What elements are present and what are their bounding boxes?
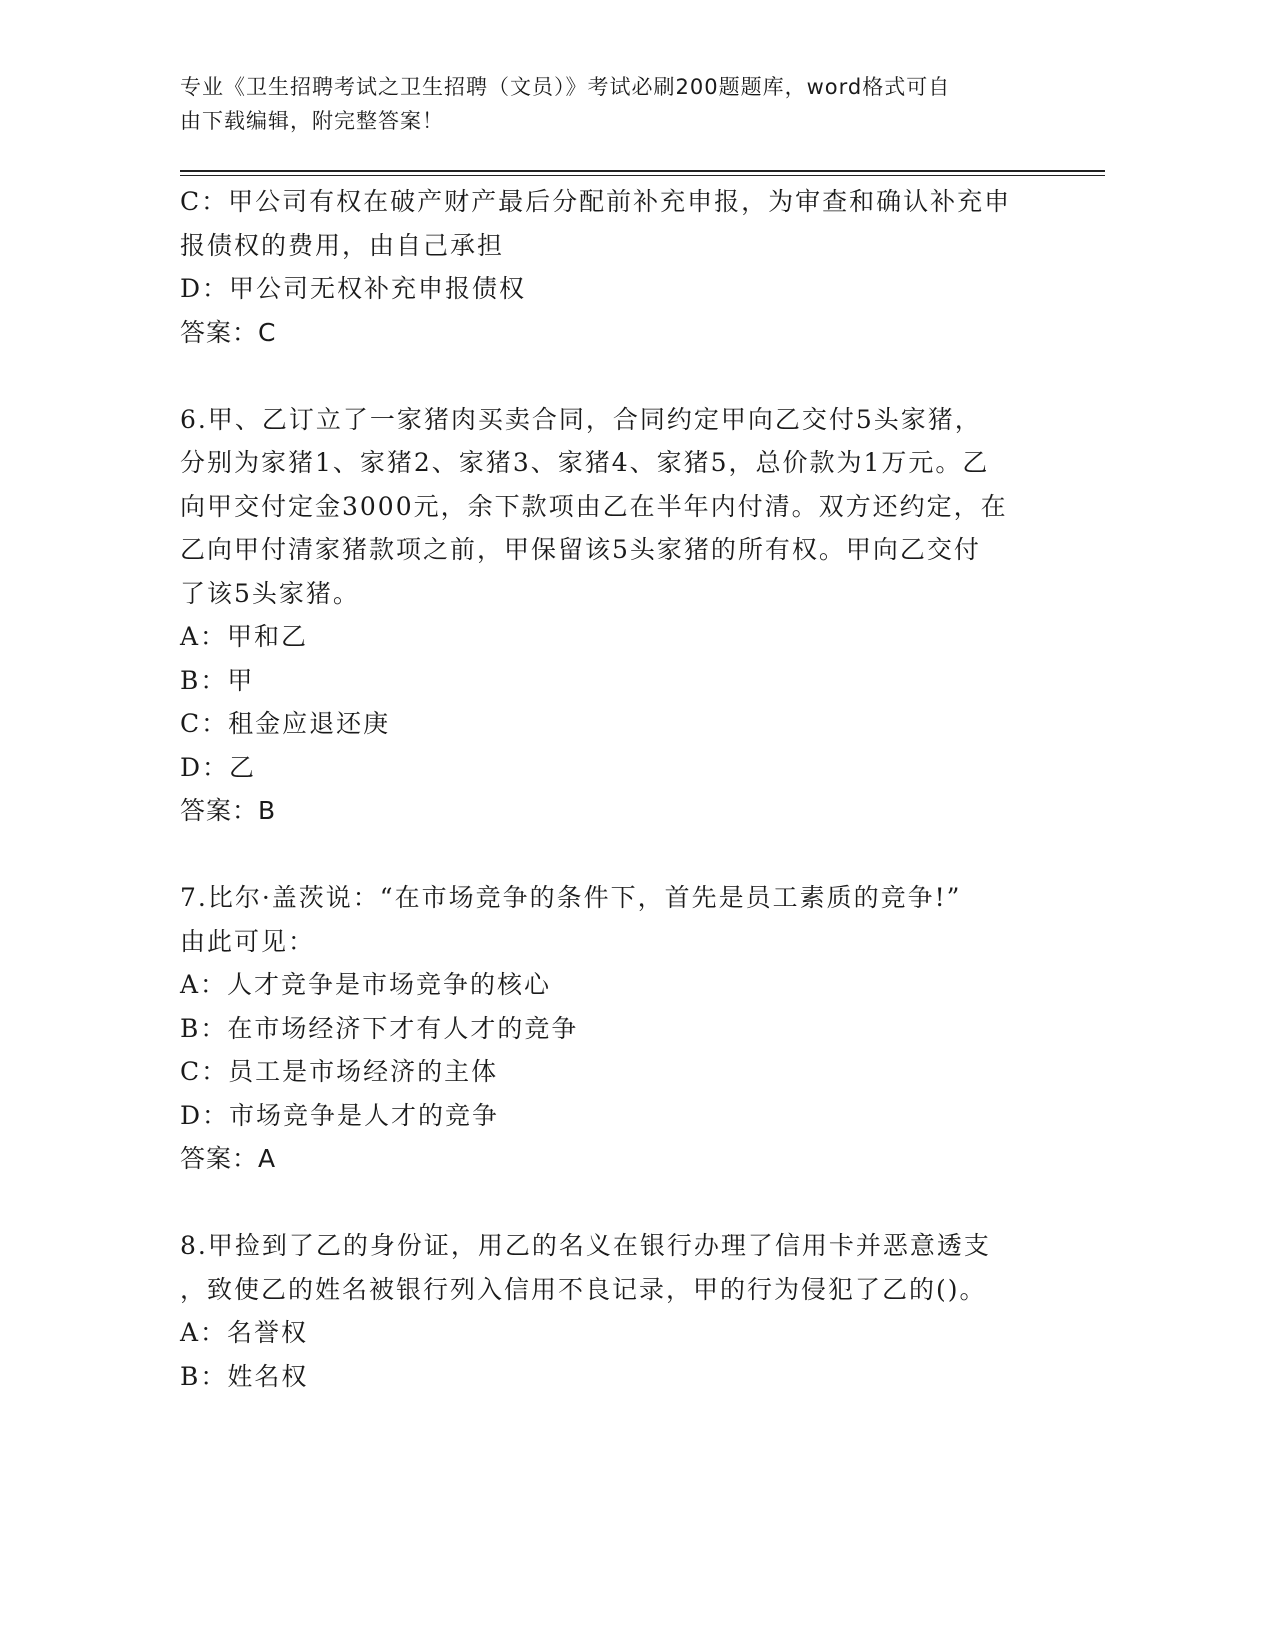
question-stem-line: 8.甲捡到了乙的身份证，用乙的名义在银行办理了信用卡并恶意透支 (180, 1231, 991, 1260)
question-stem-line: 分别为家猪1、家猪2、家猪3、家猪4、家猪5，总价款为1万元。乙 (180, 448, 990, 477)
header-rule-thick (180, 170, 1105, 172)
question-stem-line: 向甲交付定金3000元，余下款项由乙在半年内付清。双方还约定，在 (180, 491, 1008, 521)
header-line-1: 专业《卫生招聘考试之卫生招聘（文员）》考试必刷200题题库，word格式可自 (180, 75, 951, 99)
question-stem-line: 了该5头家猪。 (180, 578, 360, 608)
question-6 (180, 398, 1060, 833)
question-stem-line: 乙向甲付清家猪款项之前，甲保留该5头家猪的所有权。甲向乙交付 (180, 535, 981, 564)
page-header (180, 70, 1060, 138)
option-c-line-2: 报债权的费用，由自己承担 (180, 230, 505, 260)
question-stem-line: 7.比尔·盖茨说：“在市场竞争的条件下，首先是员工素质的竞争!” (180, 883, 962, 912)
option-a: A：人才竞争是市场竞争的核心 (180, 970, 552, 999)
option-b: B：甲 (180, 665, 255, 695)
question-stem-line: 6.甲、乙订立了一家猪肉买卖合同，合同约定甲向乙交付5头家猪， (180, 404, 982, 434)
option-a: A：名誉权 (180, 1318, 309, 1347)
answer: 答案：C (180, 317, 277, 347)
question-stem-line: 由此可见： (180, 926, 316, 956)
answer: 答案：A (180, 1144, 277, 1173)
option-a: A：甲和乙 (180, 622, 309, 651)
option-d: D：乙 (180, 752, 257, 782)
header-rule-thin (180, 175, 1105, 176)
option-b: B：姓名权 (180, 1361, 309, 1391)
question-stem-line: ，致使乙的姓名被银行列入信用不良记录，甲的行为侵犯了乙的()。 (180, 1274, 987, 1304)
question-5-continued (180, 180, 1060, 354)
option-d: D：甲公司无权补充申报债权 (180, 274, 527, 303)
option-b: B：在市场经济下才有人才的竞争 (180, 1013, 579, 1043)
question-7 (180, 876, 1060, 1181)
option-d: D：市场竞争是人才的竞争 (180, 1100, 500, 1130)
option-c-line-1: C：甲公司有权在破产财产最后分配前补充申报，为审查和确认补充申 (180, 187, 1012, 216)
document-body (180, 180, 1060, 1398)
header-line-2: 由下载编辑，附完整答案！ (180, 109, 444, 133)
option-c: C：租金应退还庚 (180, 709, 391, 738)
answer: 答案：B (180, 796, 277, 825)
question-8 (180, 1224, 1060, 1398)
option-c: C：员工是市场经济的主体 (180, 1057, 499, 1086)
